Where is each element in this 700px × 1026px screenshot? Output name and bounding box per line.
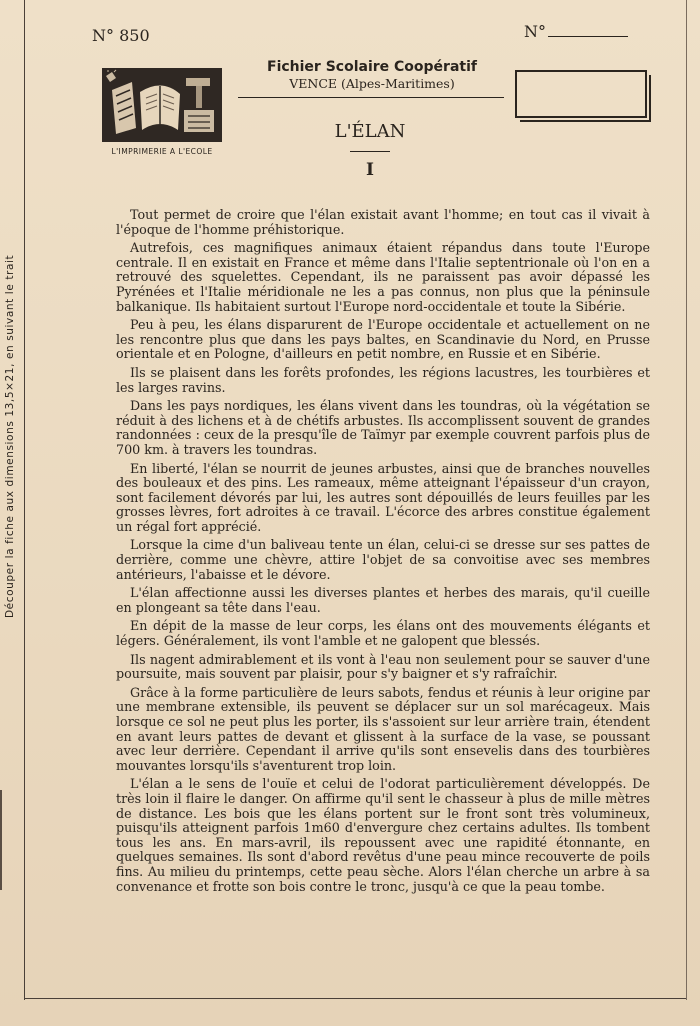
cutting-instruction: Découper la fiche aux dimensions 13,5×21, en suivant le trait (4, 254, 16, 618)
paragraph: En liberté, l'élan se nourrit de jeunes arbustes, ainsi que de branches nouvelles des bouleaux et des pins. Les rameaux, même atteignant l'épaisseur d'un crayon, sont facilement dévorés par lui, les autres sont dépouillés de leurs feuilles par les grosses lèvres, fort adroites à ce travail. L'écorce des arbres constitue également un régal fort apprécié. (116, 460, 650, 534)
title-rule (350, 151, 390, 152)
paragraph: Tout permet de croire que l'élan existait avant l'homme; en tout cas il vivait à l'époque de l'homme préhistorique. (116, 207, 650, 237)
paragraph: Autrefois, ces magnifiques animaux étaient répandus dans toute l'Europe centrale. Il en existait en France et même dans l'Italie septentrionale où l'on en a retrouvé des squelettes. Cependant, ils ne paraissent pas avoir dépassé les Pyrénées et l'Italie méridionale ne les a pas connus, non plus que la péninsule balkanique. Ils habitaient surtout l'Europe nord-occidentale et toute la Sibérie. (116, 240, 650, 314)
printing-press-book-illustration-icon (102, 68, 222, 142)
paragraph: Ils se plaisent dans les forêts profondes, les régions lacustres, les tourbières et les larges ravins. (116, 364, 650, 395)
header-rule (238, 97, 504, 98)
paragraph: Ils nagent admirablement et ils vont à l'eau non seulement pour se sauver d'une poursuite, mais souvent par plaisir, pour s'y baigner et s'y rafraîchir. (116, 651, 650, 682)
staple-mark (0, 790, 8, 890)
header-title: Fichier Scolaire Coopératif (267, 59, 477, 75)
document-title: L'ÉLAN (334, 121, 406, 142)
fiche-number-blank (548, 36, 628, 37)
fiche-number-field-label: N° (524, 22, 546, 41)
cut-line (24, 0, 25, 1000)
paragraph: L'élan a le sens de l'ouïe et celui de l'odorat particulièrement développés. De très loin il flaire le danger. On affirme qu'il sent le chasseur à plus de mille mètres de distance. Les bois que les élans portent sur le front sont très volumineux, puisqu'ils atteignent parfois 1m60 d'envergure chez certains adultes. Ils tombent tous les ans. En mars-avril, ils repoussent avec une rapidité étonnante, en quelques semaines. Ils sont d'abord revêtus d'une peau mince recouverte de poils fins. Au milieu du printemps, cette peau sèche. Alors l'élan cherche un arbre à sa convenance et frotte son bois contre le tronc, jusqu'à ce que la peau tombe. (116, 776, 650, 894)
paragraph: Lorsque la cime d'un baliveau tente un élan, celui-ci se dresse sur ses pattes de derrière, comme une chèvre, attire l'objet de sa convoitise avec ses membres antérieurs, l'abaisse et le dévore. (116, 537, 650, 582)
header-subtitle: VENCE (Alpes-Maritimes) (289, 76, 455, 91)
paragraph: Dans les pays nordiques, les élans vivent dans les toundras, où la végétation se réduit à des lichens et à de chétifs arbustes. Ils accomplissent souvent de grandes randonnées : ceux de la presqu'île de Taïmyr par exemple couvrent parfois plus de 700 km. à travers les toundras. (116, 398, 650, 457)
stamp-box (515, 70, 647, 118)
paragraph: Grâce à la forme particulière de leurs sabots, fendus et réunis à leur origine par une membrane extensible, ils peuvent se déplacer sur un sol marécageux. Mais lorsque ce sol ne peut plus les porter, ils s'assoient sur leur arrière train, étendent en avant leurs pattes de devant et glissent à la surface de la vase, se poussant avec leur derrière. Cependant il arrive qu'ils sont ensevelis dans des tourbières mouvantes lorsqu'ils s'aventurent trop loin. (116, 684, 650, 773)
paragraph: En dépit de la masse de leur corps, les élans ont des mouvements élégants et légers. Généralement, ils vont l'amble et ne galopent que blessés. (116, 618, 650, 649)
logo-caption: L'IMPRIMERIE A L'ECOLE (111, 147, 213, 156)
paragraph: Peu à peu, les élans disparurent de l'Europe occidentale et actuellement on ne les rencontre plus que dans les pays baltes, en Scandinavie du Nord, en Prusse orientale et en Pologne, d'ailleurs en petit nombre, en Russie et en Sibérie. (116, 317, 650, 362)
part-number: I (366, 160, 374, 180)
paragraph: L'élan affectionne aussi les diverses plantes et herbes des marais, qu'il cueille en plongeant sa tête dans l'eau. (116, 585, 650, 615)
right-border-line (686, 0, 687, 1000)
body-text (116, 208, 650, 898)
bottom-border-line (24, 998, 686, 999)
fiche-number-field (524, 22, 628, 41)
fiche-number: N° 850 (92, 26, 150, 45)
